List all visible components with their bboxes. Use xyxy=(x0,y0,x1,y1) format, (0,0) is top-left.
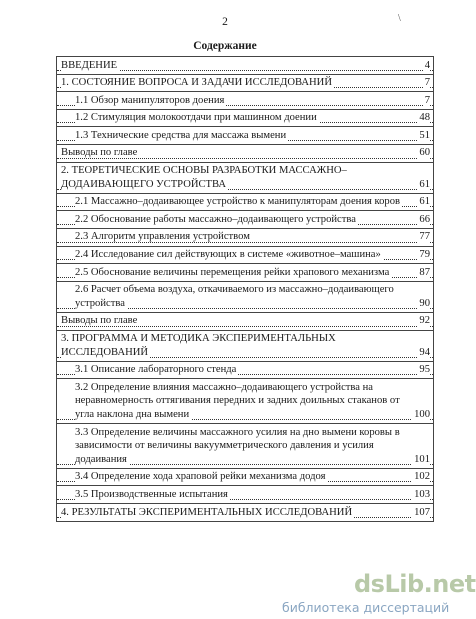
watermark xyxy=(282,568,476,619)
toc-entry-last-line: 2.4 Исследование сил действующих в системе «животное–машина» xyxy=(75,249,381,261)
toc-page-number: 61 xyxy=(419,196,430,208)
toc-row xyxy=(57,264,434,282)
toc-entry-last-line: додаивания xyxy=(75,453,127,465)
toc-entry-text xyxy=(75,230,407,244)
toc-page-number: 90 xyxy=(419,297,430,309)
toc-entry-text xyxy=(61,346,407,360)
toc-entry-last-line: ИССЛЕДОВАНИЙ xyxy=(61,346,149,358)
toc-row xyxy=(57,144,434,162)
toc-entry-last-line: 1.1 Обзор манипуляторов доения xyxy=(75,94,225,106)
toc-entry[interactable] xyxy=(57,362,433,379)
toc-page-number: 7 xyxy=(424,77,430,89)
toc-entry-last-line: 2.2 Обоснование работы массажно–додаивающего устройства xyxy=(75,213,356,225)
toc-entry-text xyxy=(75,408,407,422)
toc-entry-text xyxy=(75,470,407,484)
toc-entry-text xyxy=(75,111,407,125)
toc-page-number: 77 xyxy=(419,231,430,243)
toc-entry-text: неравномерность оттягивания передних и задних доильных стаканов от xyxy=(75,395,400,407)
toc-row xyxy=(57,486,434,504)
toc-entry-text: 2. ТЕОРЕТИЧЕСКИЕ ОСНОВЫ РАЗРАБОТКИ МАССАЖНО– xyxy=(61,165,347,177)
toc-entry[interactable] xyxy=(57,313,433,330)
toc-entry-last-line: ДОДАИВАЮЩЕГО УСТРОЙСТВА xyxy=(61,178,227,190)
toc-cell xyxy=(57,361,434,379)
toc-page-number: 48 xyxy=(419,112,430,124)
toc-row xyxy=(57,330,434,361)
toc-page-number: 87 xyxy=(419,266,430,278)
toc-page-number: 51 xyxy=(419,129,430,141)
toc-entry-text: зависимости от величины вакуумметрического давления и усилия xyxy=(75,440,374,452)
toc-entry-text xyxy=(61,76,407,90)
toc-cell xyxy=(57,246,434,264)
toc-entry[interactable] xyxy=(57,211,433,228)
toc-row xyxy=(57,162,434,193)
toc-entry-text xyxy=(75,213,407,227)
toc-entry-text: 3.2 Определение влияния массажно–додаивающего устройства на xyxy=(75,381,373,393)
toc-entry[interactable] xyxy=(57,486,433,503)
toc-entry-last-line: устройства xyxy=(75,297,125,309)
toc-entry[interactable] xyxy=(57,469,433,486)
corner-mark: \ xyxy=(398,13,401,24)
toc-row xyxy=(57,228,434,246)
toc-cell xyxy=(57,211,434,229)
toc-cell xyxy=(57,468,434,486)
toc-cell xyxy=(57,486,434,504)
toc-row xyxy=(57,74,434,92)
toc-entry-text xyxy=(75,129,407,143)
toc-cell xyxy=(57,193,434,211)
toc-page-number: 66 xyxy=(419,213,430,225)
toc-cell xyxy=(57,330,434,361)
toc-entry[interactable] xyxy=(57,145,433,162)
toc-cell xyxy=(57,109,434,127)
toc-page-number: 94 xyxy=(419,346,430,358)
toc-page-number: 60 xyxy=(419,147,430,159)
toc-entry[interactable] xyxy=(57,92,433,109)
toc-row xyxy=(57,246,434,264)
toc-entry[interactable] xyxy=(57,331,433,361)
toc-cell xyxy=(57,144,434,162)
toc-row xyxy=(57,193,434,211)
toc-row xyxy=(57,379,434,424)
toc-entry-text xyxy=(75,297,407,311)
toc-row xyxy=(57,468,434,486)
toc-entry-text xyxy=(75,195,407,209)
toc-entry[interactable] xyxy=(57,57,433,74)
toc-entry-last-line: Выводы по главе xyxy=(61,315,138,327)
toc-page-number: 100 xyxy=(414,408,430,420)
toc-page-number: 92 xyxy=(419,315,430,327)
toc-cell xyxy=(57,162,434,193)
toc-entry-last-line: 3.4 Определение хода храповой рейки механизма додоя xyxy=(75,471,326,483)
toc-entry-text xyxy=(75,488,407,502)
toc-entry-text xyxy=(75,266,407,280)
toc-cell xyxy=(57,379,434,424)
toc-entry-last-line: Выводы по главе xyxy=(61,147,138,159)
toc-row xyxy=(57,361,434,379)
toc-entry-last-line: 2.3 Алгоритм управления устройством xyxy=(75,231,250,243)
toc-row xyxy=(57,127,434,145)
toc-cell xyxy=(57,57,434,75)
toc-row xyxy=(57,211,434,229)
toc-entry[interactable] xyxy=(57,110,433,127)
toc-cell xyxy=(57,228,434,246)
toc-entry-last-line: 1.3 Технические средства для массажа вымени xyxy=(75,129,287,141)
toc-cell xyxy=(57,264,434,282)
toc-entry-text: 3.3 Определение величины массажного усилия на дно вымени коровы в xyxy=(75,426,400,438)
toc-page-number: 103 xyxy=(414,488,430,500)
toc-entry[interactable] xyxy=(57,75,433,92)
toc-entry[interactable] xyxy=(57,264,433,281)
toc-cell xyxy=(57,504,434,522)
watermark-subtitle: библиотека диссертаций xyxy=(282,600,450,615)
toc-entry-last-line: 1.2 Стимуляция молокоотдачи при машинном доении xyxy=(75,112,317,124)
toc-entry-text xyxy=(75,453,407,467)
toc-row xyxy=(57,504,434,522)
toc-entry-last-line: 3.1 Описание лабораторного стенда xyxy=(75,364,237,376)
toc-cell xyxy=(57,74,434,92)
toc-cell xyxy=(57,424,434,469)
toc-page-number: 7 xyxy=(424,94,430,106)
toc-entry-text: 3. ПРОГРАММА И МЕТОДИКА ЭКСПЕРИМЕНТАЛЬНЫХ xyxy=(61,333,336,344)
toc-entry-text xyxy=(61,506,407,520)
toc-cell xyxy=(57,281,434,312)
toc-row xyxy=(57,312,434,330)
toc-row xyxy=(57,92,434,110)
toc-row xyxy=(57,424,434,469)
toc-entry-text xyxy=(61,146,407,160)
toc-entry-text xyxy=(61,59,407,73)
toc-entry-text xyxy=(75,94,407,108)
toc-body xyxy=(57,57,434,522)
toc-cell xyxy=(57,127,434,145)
toc-entry[interactable] xyxy=(57,504,433,521)
toc-page-number: 102 xyxy=(414,471,430,483)
toc-table xyxy=(56,56,434,522)
toc-entry-last-line: 2.1 Массажно–додаивающее устройство к манипуляторам доения коров xyxy=(75,196,401,208)
toc-entry-text xyxy=(61,314,407,328)
toc-entry[interactable] xyxy=(57,379,433,423)
toc-entry-text xyxy=(75,248,407,262)
toc-page-number: 107 xyxy=(414,506,430,518)
toc-page-number: 95 xyxy=(419,364,430,376)
toc-page-number: 101 xyxy=(414,453,430,465)
toc-entry[interactable] xyxy=(57,194,433,211)
toc-entry-last-line: 1. СОСТОЯНИЕ ВОПРОСА И ЗАДАЧИ ИССЛЕДОВАНИЙ xyxy=(61,77,332,89)
toc-page-number: 61 xyxy=(419,178,430,190)
watermark-logo: dsLib.net xyxy=(354,570,476,598)
page-number: 2 xyxy=(222,16,228,28)
toc-entry-text xyxy=(61,178,407,192)
toc-page-number: 4 xyxy=(424,59,430,71)
toc-entry[interactable] xyxy=(57,163,433,193)
toc-entry[interactable] xyxy=(57,282,433,312)
toc-entry[interactable] xyxy=(57,229,433,246)
toc-entry-last-line: ВВЕДЕНИЕ xyxy=(61,59,118,71)
toc-entry[interactable] xyxy=(57,127,433,144)
toc-entry-text xyxy=(75,363,407,377)
toc-cell xyxy=(57,92,434,110)
toc-entry-text: 2.6 Расчет объема воздуха, откачиваемого из массажно–додаивающего xyxy=(75,284,394,296)
toc-entry[interactable] xyxy=(57,247,433,264)
toc-row xyxy=(57,281,434,312)
toc-entry-last-line: угла наклона дна вымени xyxy=(75,408,190,420)
toc-entry-last-line: 4. РЕЗУЛЬТАТЫ ЭКСПЕРИМЕНТАЛЬНЫХ ИССЛЕДОВАНИЙ xyxy=(61,506,353,518)
toc-page-number: 79 xyxy=(419,249,430,261)
toc-row xyxy=(57,57,434,75)
toc-entry-last-line: 3.5 Производственные испытания xyxy=(75,488,228,500)
toc-title: Содержание xyxy=(193,40,257,52)
toc-cell xyxy=(57,312,434,330)
toc-row xyxy=(57,109,434,127)
toc-entry-last-line: 2.5 Обоснование величины перемещения рейки храпового механизма xyxy=(75,266,390,278)
toc-entry[interactable] xyxy=(57,424,433,468)
